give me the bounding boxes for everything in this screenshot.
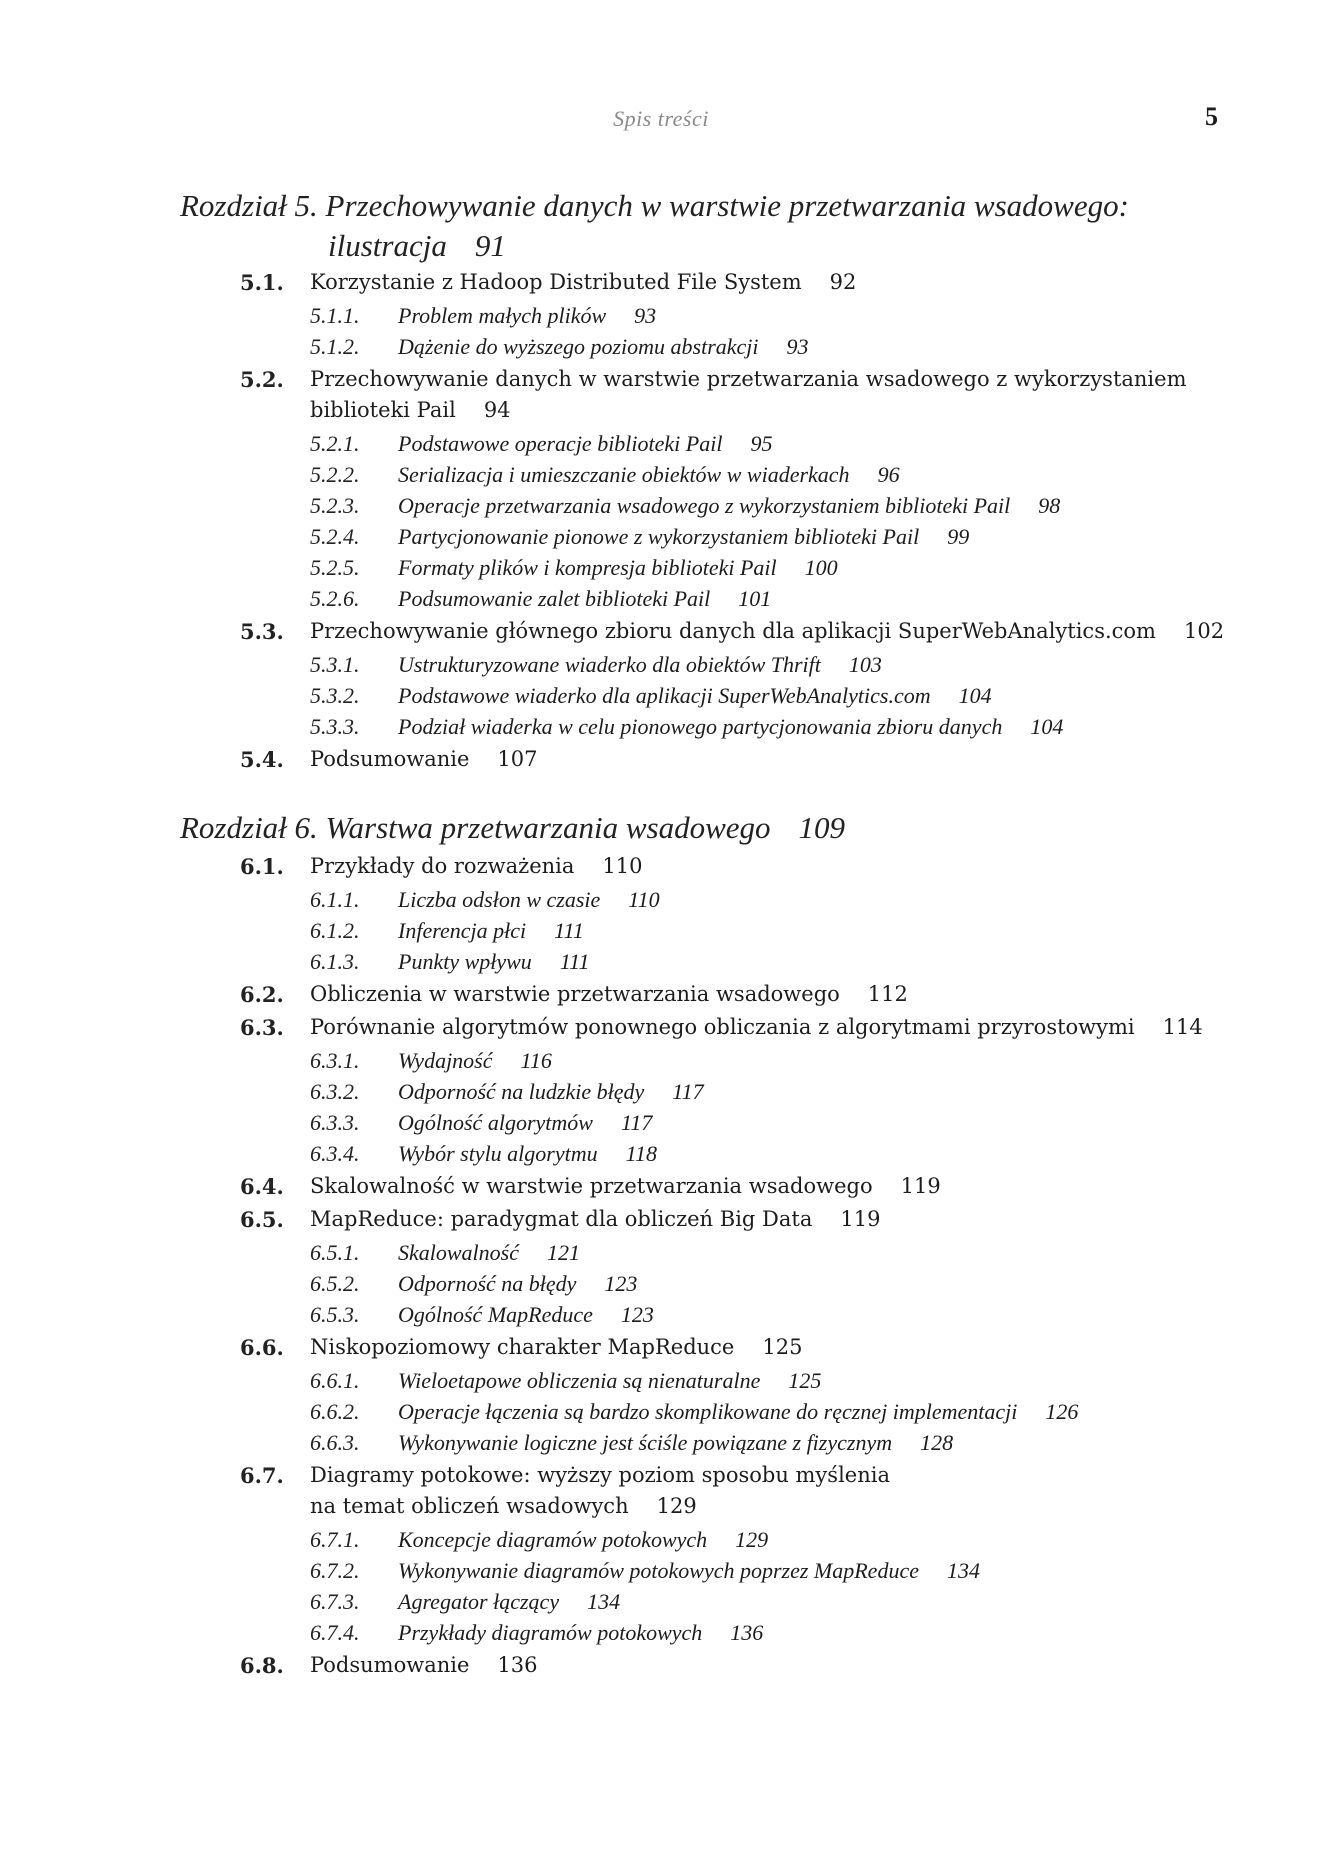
subsection-number: 5.2.4.	[310, 524, 360, 549]
section-continued-page: 94	[483, 398, 511, 422]
section-title-text: Przechowywanie głównego zbioru danych dla aplikacji SuperWebAnalytics.com	[310, 619, 1156, 643]
subsection-number: 6.7.2.	[310, 1558, 360, 1583]
subsection-number: 5.3.2.	[310, 683, 360, 708]
subsection-title-text: Agregator łączący	[398, 1589, 560, 1614]
subsection-page: 121	[547, 1240, 580, 1265]
subsection-title-text: Wybór stylu algorytmu	[398, 1141, 598, 1166]
section-title	[310, 747, 537, 771]
subsection-number: 6.1.2.	[310, 918, 360, 943]
subsection-page: 96	[877, 462, 900, 487]
section-page: 125	[762, 1335, 803, 1359]
section-title-text: Obliczenia w warstwie przetwarzania wsadowego	[310, 982, 840, 1006]
section-number: 5.1.	[240, 270, 284, 295]
subsection-page: 118	[625, 1141, 657, 1166]
section-number: 6.5.	[240, 1207, 284, 1232]
section-number: 5.3.	[240, 619, 284, 644]
subsection-page: 123	[604, 1271, 638, 1296]
subsection-title	[398, 1141, 657, 1167]
chapter-title: Rozdział 6. Warstwa przetwarzania wsadowego	[180, 810, 771, 845]
section-page: 92	[829, 270, 857, 294]
chapter-title: Rozdział 5. Przechowywanie danych w warstwie przetwarzania wsadowego:	[180, 188, 1129, 223]
subsection-number: 5.3.1.	[310, 652, 360, 677]
subsection-title	[398, 1399, 1078, 1425]
subsection-title-text: Punkty wpływu	[398, 949, 532, 974]
section-title-text: Niskopoziomowy charakter MapReduce	[310, 1335, 735, 1359]
subsection-title	[398, 949, 590, 975]
subsection-page: 134	[946, 1558, 980, 1583]
subsection-title	[398, 1048, 552, 1074]
subsection-number: 5.2.5.	[310, 555, 360, 580]
running-title: Spis treści	[613, 106, 709, 131]
subsection-title-text: Wykonywanie diagramów potokowych poprzez MapReduce	[398, 1558, 919, 1583]
section-title	[310, 1653, 537, 1677]
section-number: 5.2.	[240, 367, 284, 392]
chapter-title-continued-text: ilustracja	[328, 228, 447, 263]
section-title	[310, 367, 1187, 391]
subsection-title	[398, 1558, 980, 1584]
subsection-title-text: Operacje przetwarzania wsadowego z wykorzystaniem biblioteki Pail	[398, 493, 1011, 518]
subsection-title-text: Wykonywanie logiczne jest ściśle powiązane z fizycznym	[398, 1430, 893, 1455]
subsection-number: 6.3.2.	[310, 1079, 360, 1104]
subsection-page: 123	[620, 1302, 654, 1327]
subsection-title	[398, 1589, 620, 1615]
section-number: 6.6.	[240, 1335, 284, 1360]
subsection-title	[398, 334, 809, 360]
subsection-number: 5.2.3.	[310, 493, 360, 518]
subsection-title	[398, 462, 900, 488]
chapter-title-continued	[180, 226, 1220, 266]
subsection-title	[398, 1620, 763, 1646]
section-title	[310, 1335, 802, 1359]
section-page: 119	[840, 1207, 881, 1231]
section-title	[310, 1463, 890, 1487]
subsection-title-text: Dążenie do wyższego poziomu abstrakcji	[398, 334, 759, 359]
chapter-page: 109	[798, 810, 846, 845]
subsection-title-text: Wydajność	[398, 1048, 493, 1073]
section-number: 5.4.	[240, 747, 284, 772]
subsection-title	[398, 918, 584, 944]
section-number: 6.8.	[240, 1653, 284, 1678]
section-title-text: Korzystanie z Hadoop Distributed File System	[310, 270, 802, 294]
subsection-number: 6.3.1.	[310, 1048, 360, 1073]
subsection-page: 99	[947, 524, 970, 549]
subsection-title-text: Podstawowe operacje biblioteki Pail	[398, 431, 723, 456]
subsection-page: 111	[559, 949, 590, 974]
section-continued-title-text: biblioteki Pail	[310, 398, 456, 422]
subsection-title	[398, 652, 882, 678]
subsection-number: 5.2.6.	[310, 586, 360, 611]
subsection-title-text: Partycjonowanie pionowe z wykorzystaniem biblioteki Pail	[398, 524, 920, 549]
subsection-title	[398, 1430, 953, 1456]
subsection-title-text: Ogólność MapReduce	[398, 1302, 593, 1327]
section-title-text: Porównanie algorytmów ponownego obliczania z algorytmami przyrostowymi	[310, 1015, 1135, 1039]
subsection-number: 6.7.4.	[310, 1620, 360, 1645]
subsection-page: 111	[554, 918, 584, 943]
section-title	[310, 1174, 941, 1198]
section-page: 136	[497, 1653, 538, 1677]
section-page: 114	[1162, 1015, 1203, 1039]
subsection-title-text: Ustrukturyzowane wiaderko dla obiektów Thrift	[398, 652, 821, 677]
subsection-number: 6.7.3.	[310, 1589, 360, 1614]
subsection-number: 5.2.1.	[310, 431, 360, 456]
subsection-title-text: Serializacja i umieszczanie obiektów w wiaderkach	[398, 462, 850, 487]
section-title	[310, 1207, 880, 1231]
section-number: 6.1.	[240, 854, 284, 879]
section-page: 112	[867, 982, 908, 1006]
subsection-number: 6.6.1.	[310, 1368, 360, 1393]
section-page: 110	[602, 854, 643, 878]
subsection-title	[398, 303, 656, 329]
subsection-page: 93	[786, 334, 809, 359]
subsection-page: 104	[1030, 714, 1064, 739]
subsection-title-text: Koncepcje diagramów potokowych	[398, 1527, 708, 1552]
subsection-title	[398, 1527, 768, 1553]
section-number: 6.2.	[240, 982, 284, 1007]
subsection-number: 6.5.1.	[310, 1240, 360, 1265]
subsection-title-text: Podsumowanie zalet biblioteki Pail	[398, 586, 711, 611]
page-number: 5	[1205, 102, 1218, 131]
section-number: 6.7.	[240, 1463, 284, 1488]
section-title-text: Podsumowanie	[310, 747, 470, 771]
section-continued-title	[310, 1494, 697, 1518]
section-title	[310, 270, 856, 294]
subsection-title	[398, 1110, 652, 1136]
section-title-text: Podsumowanie	[310, 1653, 470, 1677]
subsection-title	[398, 1271, 637, 1297]
subsection-title	[398, 1079, 704, 1105]
subsection-title	[398, 1240, 580, 1266]
subsection-title	[398, 683, 992, 709]
subsection-number: 6.1.1.	[310, 887, 360, 912]
subsection-page: 93	[634, 303, 657, 328]
subsection-page: 128	[920, 1430, 954, 1455]
section-continued-title-text: na temat obliczeń wsadowych	[310, 1494, 629, 1518]
subsection-number: 5.1.2.	[310, 334, 360, 359]
section-title-text: Skalowalność w warstwie przetwarzania wsadowego	[310, 1174, 873, 1198]
subsection-number: 5.1.1.	[310, 303, 360, 328]
subsection-page: 98	[1038, 493, 1061, 518]
subsection-page: 117	[672, 1079, 704, 1104]
subsection-page: 110	[628, 887, 660, 912]
subsection-title-text: Skalowalność	[398, 1240, 519, 1265]
section-title-text: Przykłady do rozważenia	[310, 854, 575, 878]
subsection-page: 104	[958, 683, 992, 708]
subsection-number: 6.6.3.	[310, 1430, 360, 1455]
subsection-title-text: Problem małych plików	[398, 303, 607, 328]
chapter-heading	[180, 808, 1220, 848]
subsection-page: 129	[735, 1527, 769, 1552]
chapter-heading	[180, 186, 1220, 266]
section-page: 107	[497, 747, 538, 771]
section-page: 102	[1183, 619, 1225, 643]
subsection-page: 136	[730, 1620, 764, 1645]
subsection-title-text: Wieloetapowe obliczenia są nienaturalne	[398, 1368, 761, 1393]
subsection-number: 6.1.3.	[310, 949, 360, 974]
subsection-title	[398, 714, 1063, 740]
subsection-title-text: Podział wiaderka w celu pionowego partycjonowania zbioru danych	[398, 714, 1003, 739]
subsection-page: 95	[750, 431, 773, 456]
subsection-title	[398, 431, 772, 457]
subsection-title	[398, 1302, 654, 1328]
section-title	[310, 619, 1224, 643]
subsection-title-text: Odporność na błędy	[398, 1271, 577, 1296]
subsection-title	[398, 555, 838, 581]
subsection-page: 117	[620, 1110, 653, 1135]
section-number: 6.3.	[240, 1015, 284, 1040]
section-title-text: Diagramy potokowe: wyższy poziom sposobu myślenia	[310, 1463, 890, 1487]
section-title-text: Przechowywanie danych w warstwie przetwarzania wsadowego z wykorzystaniem	[310, 367, 1187, 391]
subsection-page: 125	[788, 1368, 822, 1393]
chapter-page: 91	[474, 228, 506, 263]
subsection-number: 5.2.2.	[310, 462, 360, 487]
section-title	[310, 854, 642, 878]
section-page: 119	[900, 1174, 941, 1198]
subsection-number: 6.5.3.	[310, 1302, 360, 1327]
subsection-title	[398, 586, 771, 612]
subsection-title	[398, 524, 969, 550]
section-continued-title	[310, 398, 511, 422]
subsection-page: 126	[1045, 1399, 1079, 1424]
subsection-page: 103	[848, 652, 882, 677]
subsection-title	[398, 887, 660, 913]
subsection-page: 116	[520, 1048, 552, 1073]
section-number: 6.4.	[240, 1174, 284, 1199]
subsection-number: 6.3.4.	[310, 1141, 360, 1166]
subsection-title	[398, 493, 1060, 519]
subsection-title-text: Ogólność algorytmów	[398, 1110, 593, 1135]
section-title	[310, 1015, 1203, 1039]
section-title-text: MapReduce: paradygmat dla obliczeń Big Data	[310, 1207, 813, 1231]
subsection-title-text: Liczba odsłon w czasie	[398, 887, 601, 912]
subsection-number: 6.6.2.	[310, 1399, 360, 1424]
subsection-page: 134	[587, 1589, 621, 1614]
section-title	[310, 982, 908, 1006]
subsection-title-text: Podstawowe wiaderko dla aplikacji SuperWebAnalytics.com	[398, 683, 931, 708]
subsection-title-text: Operacje łączenia są bardzo skomplikowane do ręcznej implementacji	[398, 1399, 1018, 1424]
subsection-title-text: Formaty plików i kompresja biblioteki Pail	[398, 555, 777, 580]
subsection-number: 6.3.3.	[310, 1110, 360, 1135]
section-continued-page: 129	[656, 1494, 697, 1518]
subsection-title-text: Przykłady diagramów potokowych	[398, 1620, 703, 1645]
subsection-title	[398, 1368, 821, 1394]
subsection-title-text: Inferencja płci	[398, 918, 527, 943]
subsection-number: 5.3.3.	[310, 714, 360, 739]
subsection-page: 101	[738, 586, 772, 611]
subsection-title-text: Odporność na ludzkie błędy	[398, 1079, 645, 1104]
subsection-number: 6.7.1.	[310, 1527, 360, 1552]
subsection-page: 100	[804, 555, 838, 580]
running-header	[0, 102, 1322, 136]
subsection-number: 6.5.2.	[310, 1271, 360, 1296]
